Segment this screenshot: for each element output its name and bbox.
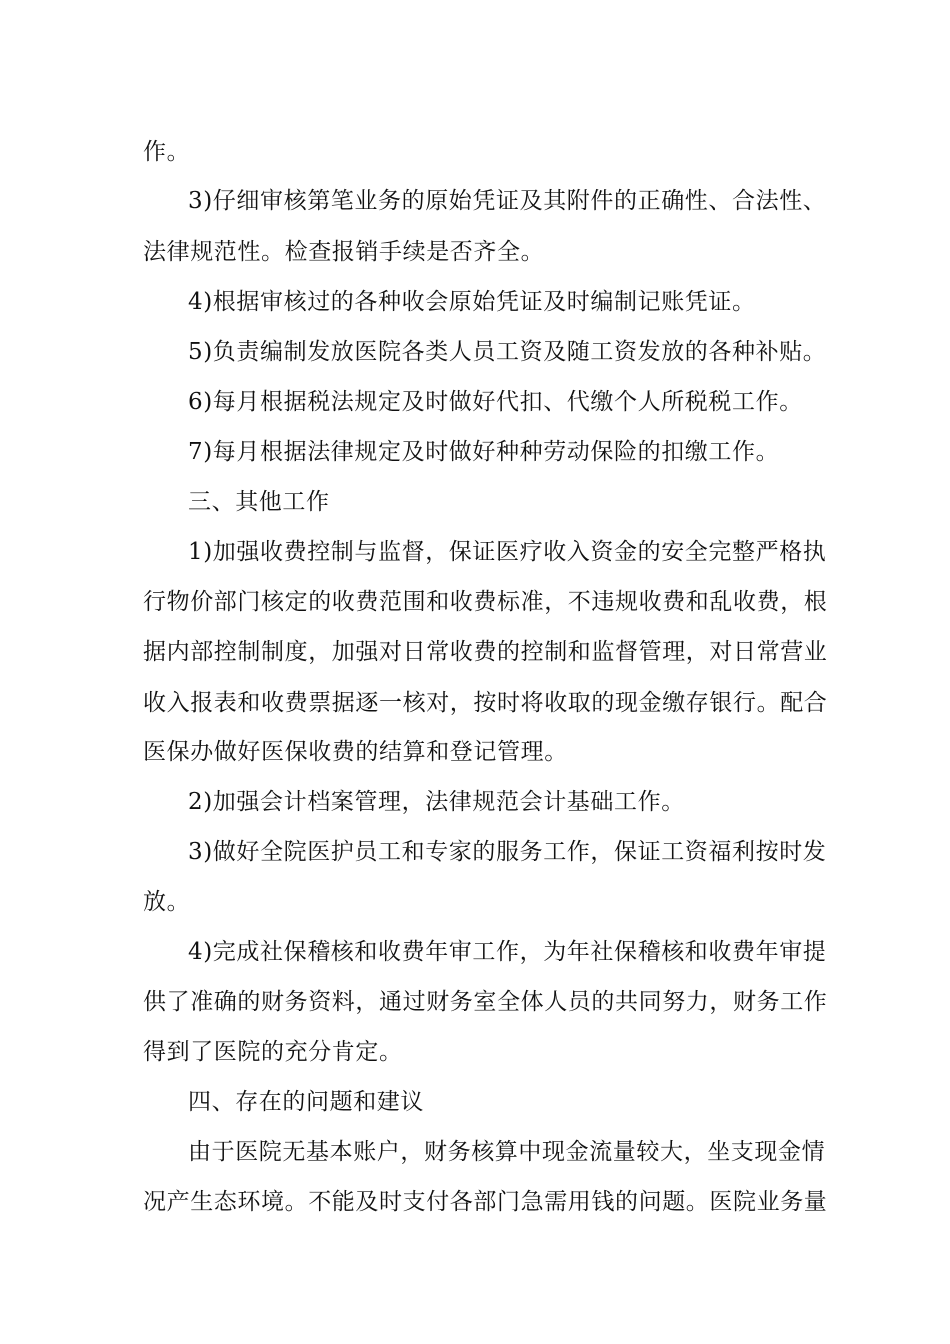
text-line: 4)完成社保稽核和收费年审工作，为年社保稽核和收费年审提 bbox=[188, 939, 827, 965]
text-line: 7)每月根据法律规定及时做好种种劳动保险的扣缴工作。 bbox=[188, 439, 780, 465]
text-line: 作。 bbox=[143, 139, 191, 165]
text-line: 3)做好全院医护员工和专家的服务工作，保证工资福利按时发 bbox=[188, 839, 827, 865]
text-line: 2)加强会计档案管理，法律规范会计基础工作。 bbox=[188, 789, 685, 815]
text-line: 据内部控制制度，加强对日常收费的控制和监督管理，对日常营业 bbox=[143, 639, 828, 665]
text-line: 况产生态环境。不能及时支付各部门急需用钱的问题。医院业务量 bbox=[143, 1189, 828, 1215]
text-line: 放。 bbox=[143, 889, 191, 915]
text-line: 医保办做好医保收费的结算和登记管理。 bbox=[143, 739, 568, 765]
text-line: 5)负责编制发放医院各类人员工资及随工资发放的各种补贴。 bbox=[188, 339, 827, 365]
text-line: 供了准确的财务资料，通过财务室全体人员的共同努力，财务工作 bbox=[143, 989, 828, 1015]
text-line: 法律规范性。检查报销手续是否齐全。 bbox=[143, 239, 545, 265]
text-line: 4)根据审核过的各种收会原始凭证及时编制记账凭证。 bbox=[188, 289, 756, 315]
section-heading: 三、其他工作 bbox=[188, 489, 330, 515]
text-line: 3)仔细审核第笔业务的原始凭证及其附件的正确性、合法性、 bbox=[188, 188, 827, 214]
text-line: 得到了医院的充分肯定。 bbox=[143, 1039, 403, 1065]
text-line: 6)每月根据税法规定及时做好代扣、代缴个人所税税工作。 bbox=[188, 389, 803, 415]
section-heading: 四、存在的问题和建议 bbox=[188, 1089, 424, 1115]
text-line: 1)加强收费控制与监督，保证医疗收入资金的安全完整严格执 bbox=[188, 539, 827, 565]
text-line: 收入报表和收费票据逐一核对，按时将收取的现金缴存银行。配合 bbox=[143, 690, 828, 716]
text-line: 由于医院无基本账户，财务核算中现金流量较大，坐支现金情 bbox=[188, 1139, 826, 1165]
text-line: 行物价部门核定的收费范围和收费标准，不违规收费和乱收费，根 bbox=[143, 589, 828, 615]
